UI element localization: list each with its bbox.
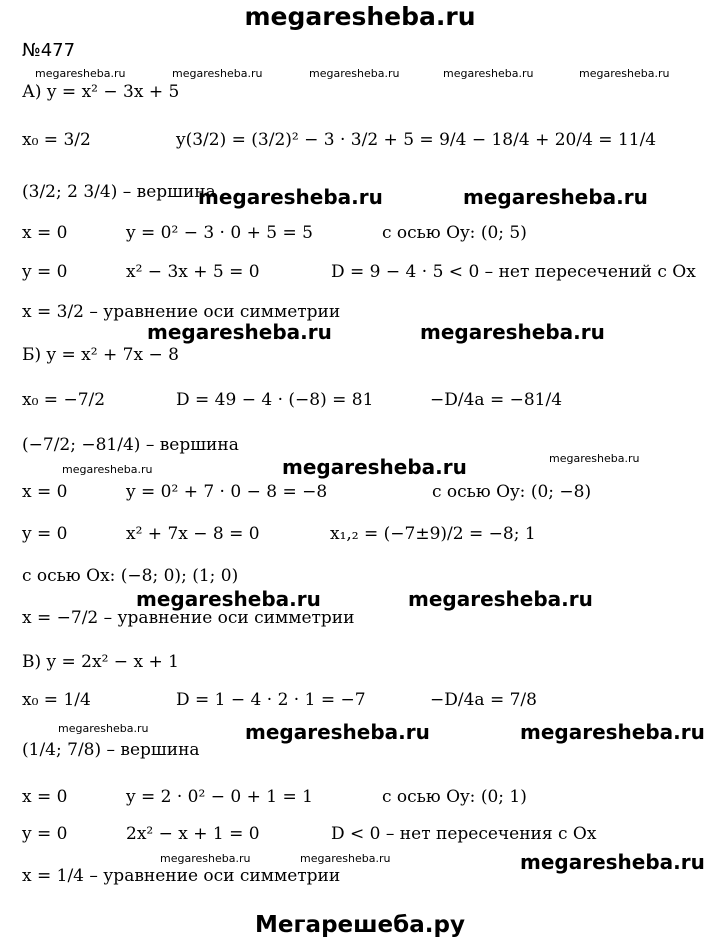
part-c-ox-left: y = 0 [22,824,68,844]
watermark: megaresheba.ru [282,455,467,479]
part-b-oy-right: с осью Oy: (0; −8) [432,482,592,502]
watermark: megaresheba.ru [172,67,263,80]
watermark: megaresheba.ru [62,463,153,476]
part-a-oy-right: с осью Oy: (0; 5) [382,223,527,243]
watermark: megaresheba.ru [579,67,670,80]
site-header[interactable]: megaresheba.ru [244,2,476,31]
watermark: megaresheba.ru [35,67,126,80]
part-a-title: А) y = x² − 3x + 5 [22,82,180,102]
part-c-ox-right: D < 0 – нет пересечения с Ох [331,824,597,844]
part-c-discriminant: D = 1 − 4 · 2 · 1 = −7 [176,690,366,710]
watermark: megaresheba.ru [58,722,149,735]
watermark: megaresheba.ru [463,185,648,209]
watermark: megaresheba.ru [300,852,391,865]
part-b-ox-mid: x² + 7x − 8 = 0 [126,524,260,544]
part-c-title: В) y = 2x² − x + 1 [22,652,179,672]
watermark: megaresheba.ru [549,452,640,465]
part-a-vertex: (3/2; 2 3/4) – вершина [22,182,216,202]
part-b-discriminant: D = 49 − 4 · (−8) = 81 [176,390,374,410]
part-a-oy-mid: y = 0² − 3 · 0 + 5 = 5 [126,223,313,243]
part-b-roots: x₁,₂ = (−7±9)/2 = −8; 1 [330,524,536,544]
part-b-minus-d-over-4a: −D/4a = −81/4 [430,390,563,410]
part-b-ox-points: с осью Ox: (−8; 0); (1; 0) [22,566,239,586]
part-b-oy-mid: y = 0² + 7 · 0 − 8 = −8 [126,482,328,502]
watermark: megaresheba.ru [520,850,705,874]
watermark: megaresheba.ru [198,185,383,209]
part-a-ox-left: y = 0 [22,262,68,282]
part-b-vertex: (−7/2; −81/4) – вершина [22,435,239,455]
watermark: megaresheba.ru [520,720,705,744]
part-c-ox-mid: 2x² − x + 1 = 0 [126,824,260,844]
part-a-oy-left: x = 0 [22,223,68,243]
part-c-vertex: (1/4; 7/8) – вершина [22,740,200,760]
watermark: megaresheba.ru [147,320,332,344]
part-b-title: Б) y = x² + 7x − 8 [22,345,179,365]
part-c-axis: x = 1/4 – уравнение оси симметрии [22,866,341,886]
part-b-x0: x₀ = −7/2 [22,390,106,410]
part-c-minus-d-over-4a: −D/4a = 7/8 [430,690,537,710]
watermark: megaresheba.ru [309,67,400,80]
watermark: megaresheba.ru [245,720,430,744]
part-c-oy-mid: y = 2 · 0² − 0 + 1 = 1 [126,787,313,807]
part-b-ox-left: y = 0 [22,524,68,544]
watermark: megaresheba.ru [443,67,534,80]
part-a-x0: x₀ = 3/2 [22,130,91,150]
part-a-y-calc: y(3/2) = (3/2)² − 3 · 3/2 + 5 = 9/4 − 18/4 + 20/4 = 11/4 [176,130,657,150]
part-b-oy-left: x = 0 [22,482,68,502]
part-b-axis: x = −7/2 – уравнение оси симметрии [22,608,355,628]
part-c-x0: x₀ = 1/4 [22,690,91,710]
part-a-axis: x = 3/2 – уравнение оси симметрии [22,302,341,322]
watermark: megaresheba.ru [160,852,251,865]
watermark: megaresheba.ru [136,587,321,611]
part-a-ox-right: D = 9 − 4 · 5 < 0 – нет пересечений с Ох [331,262,696,282]
site-footer[interactable]: Мегарешеба.ру [255,912,465,938]
part-c-oy-right: с осью Oy: (0; 1) [382,787,527,807]
watermark: megaresheba.ru [420,320,605,344]
part-c-oy-left: x = 0 [22,787,68,807]
problem-number: №477 [22,40,76,61]
part-a-ox-mid: x² − 3x + 5 = 0 [126,262,260,282]
watermark: megaresheba.ru [408,587,593,611]
